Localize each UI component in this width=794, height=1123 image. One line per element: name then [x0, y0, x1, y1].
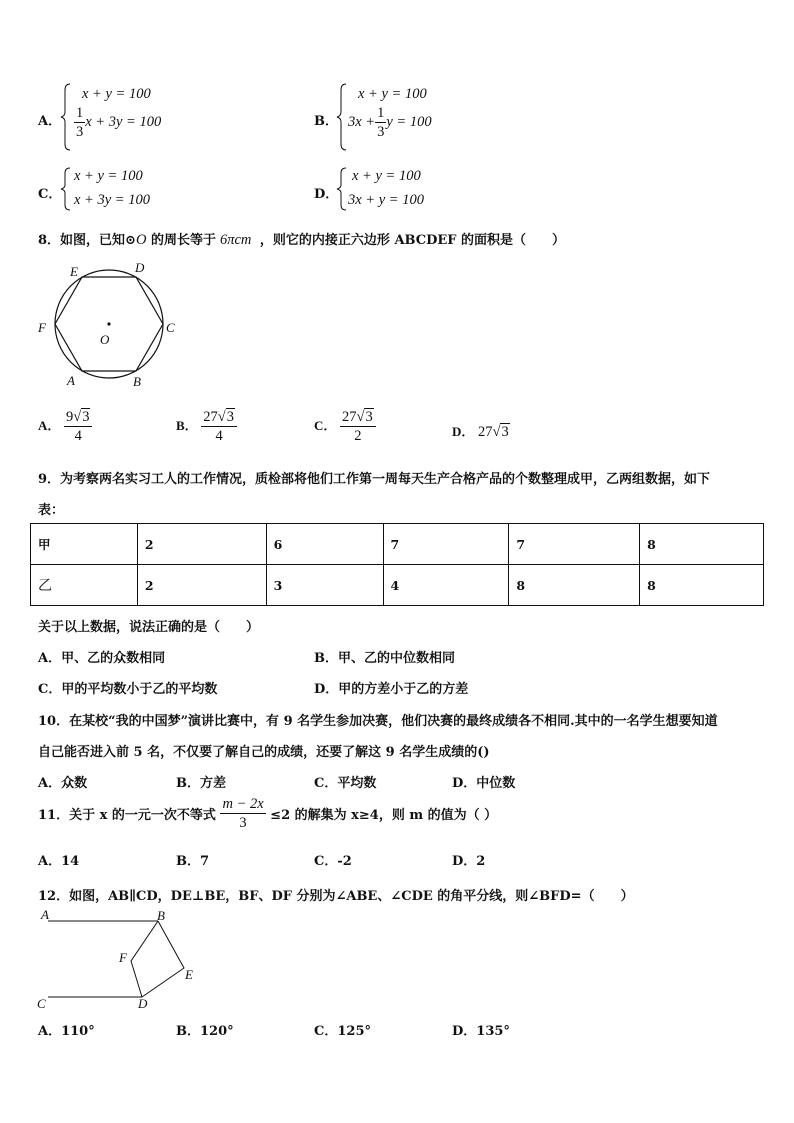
q9-prompt: 关于以上数据，说法正确的是（ ） [38, 620, 260, 635]
table-cell: 8 [640, 524, 764, 565]
q9-data-table [30, 523, 764, 606]
q9-option-a: A．甲、乙的众数相同 [38, 651, 166, 666]
q10-option-c: C．平均数 [314, 776, 377, 791]
label-e: E [185, 967, 193, 982]
q10-option-b: B．方差 [176, 776, 226, 791]
q10-stem-line2: 自己能否进入前 5 名，不仅要了解自己的成绩，还要了解这 9 名学生成绩的() [38, 745, 490, 760]
label-o: O [100, 332, 110, 347]
q9-option-d: D．甲的方差小于乙的方差 [314, 682, 469, 697]
left-brace-icon [336, 82, 348, 152]
q11-stem: 11．关于 x 的一元一次不等式 $\frac{m - 2x}{3}$ ≤2 的解集为 x≥4，则 m 的值为（ ） [38, 796, 498, 831]
q11-option-a: A．14 [38, 854, 80, 869]
table-cell: 7 [509, 524, 640, 565]
table-cell: 2 [137, 565, 266, 606]
q10-stem-line1: 10．在某校“我的中国梦”演讲比赛中，有 9 名学生参加决赛，他们决赛的最终成绩各不相同.其中的一名学生想要知道 [38, 714, 718, 729]
table-cell: 8 [640, 565, 764, 606]
left-brace-icon [60, 166, 72, 212]
label-a: A [41, 907, 49, 922]
q7-b-eq1: x + y = 100 [358, 86, 427, 102]
q9-option-c: C．甲的平均数小于乙的平均数 [38, 682, 218, 697]
q7-c-eq2: x + 3y = 100 [74, 192, 150, 208]
q11-option-c: C．-2 [314, 854, 352, 869]
q11-option-b: B．7 [176, 854, 210, 869]
q9-option-b: B．甲、乙的中位数相同 [314, 651, 455, 666]
label-b: B [133, 374, 141, 389]
q7-a-fraction: $\frac{1}{3}$ [76, 105, 84, 140]
table-cell: 2 [137, 524, 266, 565]
left-brace-icon [60, 82, 72, 152]
label-c: C [166, 320, 175, 335]
q7-b-fraction: $\frac{1}{3}$ [377, 105, 385, 140]
q8-option-c: C． $\frac{27√3}{2}$ [314, 410, 376, 443]
label-a: A [67, 373, 75, 388]
q12-parallel-lines-figure [34, 904, 204, 1014]
q8-option-d: D． 27√3 [452, 424, 509, 440]
table-cell: 乙 [31, 565, 138, 606]
label-c: C [37, 996, 46, 1011]
center-point [107, 322, 110, 325]
q12-option-c: C．125° [314, 1024, 371, 1039]
table-cell: 4 [383, 565, 509, 606]
q8-stem: 8．如图，已知⊙O 的周长等于 6πcm ，则它的内接正六边形 ABCDEF 的面积是（ ） [38, 232, 566, 248]
q11-fraction: $\frac{m - 2x}{3}$ [222, 796, 264, 831]
q7-option-b-label: B． [314, 114, 338, 129]
label-f: F [38, 320, 46, 335]
q12-option-b: B．120° [176, 1024, 234, 1039]
q7-a-eq2: x + 3y = 100 [85, 113, 162, 130]
q7-a-eq1: x + y = 100 [82, 86, 151, 102]
table-cell: 3 [266, 565, 383, 606]
q7-option-a-label: A． [38, 114, 62, 129]
table-row [31, 524, 764, 565]
q9-stem-line1: 9．为考察两名实习工人的工作情况，质检部将他们工作第一周每天生产合格产品的个数整理成甲，乙两组数据，如下 [38, 472, 711, 487]
q7-c-eq1: x + y = 100 [74, 168, 143, 184]
table-cell: 8 [509, 565, 640, 606]
table-row [31, 565, 764, 606]
q7-b-eq2-pre: 3x + [348, 113, 376, 130]
q10-option-d: D．中位数 [452, 776, 516, 791]
table-cell: 7 [383, 524, 509, 565]
q12-stem: 12．如图，AB∥CD，DE⊥BE，BF、DF 分别为∠ABE、∠CDE 的角平分线，则∠BFD=（ ） [38, 889, 634, 904]
table-cell: 6 [266, 524, 383, 565]
q8-hexagon-figure [34, 256, 184, 396]
q7-option-d-label: D． [314, 187, 339, 202]
q7-d-eq2: 3x + y = 100 [348, 192, 424, 208]
q11-option-d: D．2 [452, 854, 486, 869]
label-f: F [119, 950, 127, 965]
label-e: E [70, 264, 78, 279]
q7-option-c-label: C． [38, 187, 62, 202]
q12-option-d: D．135° [452, 1024, 510, 1039]
left-brace-icon [336, 166, 348, 212]
q7-b-eq2-rest: y = 100 [386, 113, 432, 130]
table-cell: 甲 [31, 524, 138, 565]
q10-option-a: A．众数 [38, 776, 88, 791]
label-b: B [157, 908, 165, 923]
label-d: D [135, 260, 145, 275]
q9-stem-line2: 表： [38, 503, 65, 518]
q8-option-b: B． $\frac{27√3}{4}$ [176, 410, 237, 443]
label-d: D [138, 996, 148, 1011]
q12-option-a: A．110° [38, 1024, 95, 1039]
q7-d-eq1: x + y = 100 [352, 168, 421, 184]
q8-option-a: A． $\frac{9√3}{4}$ [38, 410, 92, 443]
